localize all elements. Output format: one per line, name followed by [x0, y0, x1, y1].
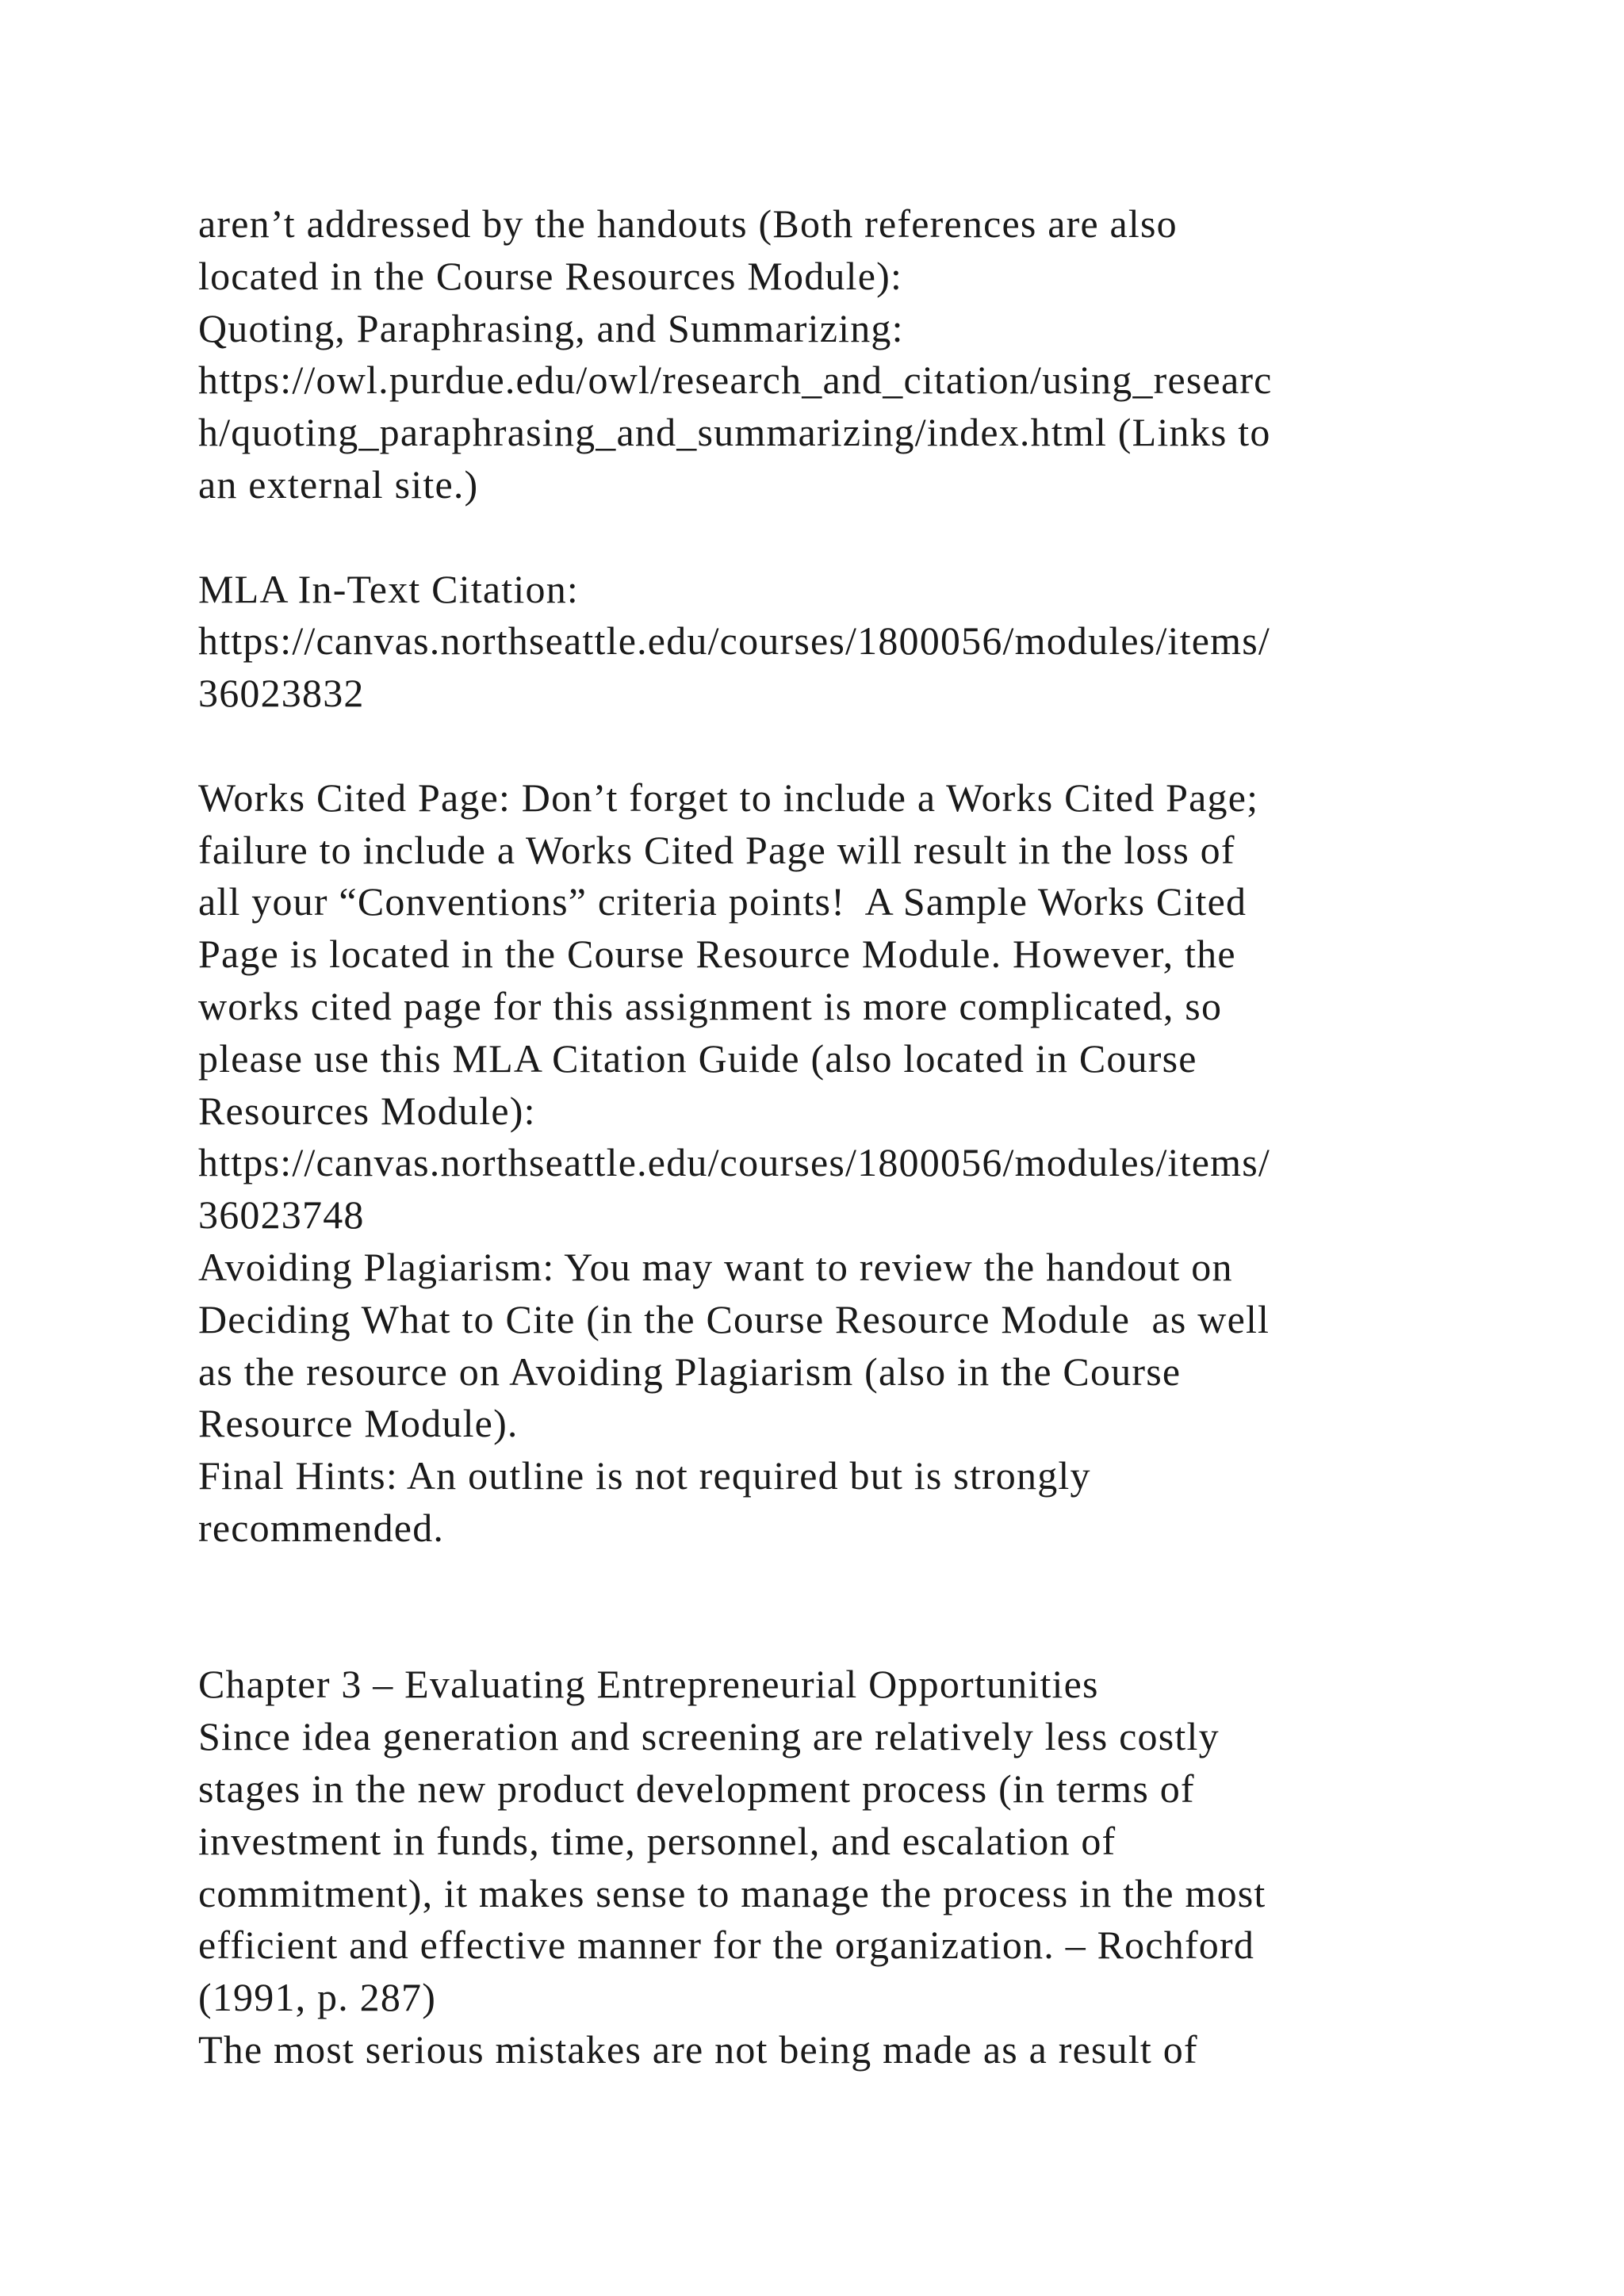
url-line: 36023832 [198, 671, 365, 716]
text-line: Works Cited Page: Don’t forget to include a Works Cited Page; [198, 775, 1259, 820]
chapter-heading: Chapter 3 – Evaluating Entrepreneurial Opportunities [198, 1662, 1099, 1707]
text-line: (1991, p. 287) [198, 1975, 437, 2020]
text-line: Quoting, Paraphrasing, and Summarizing: [198, 305, 904, 350]
text-line: located in the Course Resources Module): [198, 253, 903, 298]
text-line: Resource Module). [198, 1401, 519, 1446]
text-line: stages in the new product development process (in terms of [198, 1766, 1195, 1811]
text-line: aren’t addressed by the handouts (Both references are also [198, 201, 1178, 246]
text-line: Final Hints: An outline is not required but is strongly [198, 1453, 1091, 1498]
text-line: recommended. [198, 1505, 445, 1550]
text-line: The most serious mistakes are not being made as a result of [198, 2026, 1198, 2072]
text-line: an external site.) [198, 461, 479, 507]
url-line: 36023748 [198, 1192, 365, 1238]
document-text [198, 198, 1499, 2076]
text-line: commitment), it makes sense to manage the process in the most [198, 1870, 1266, 1915]
text-line: all your “Conventions” criteria points! A Sample Works Cited [198, 879, 1247, 924]
text-line: works cited page for this assignment is more complicated, so [198, 983, 1223, 1028]
blank-line [198, 720, 1499, 772]
text-line: Avoiding Plagiarism: You may want to review the handout on [198, 1244, 1233, 1289]
text-line: please use this MLA Citation Guide (also located in Course [198, 1035, 1197, 1081]
text-line: as the resource on Avoiding Plagiarism (also in the Course [198, 1349, 1182, 1394]
text-line: failure to include a Works Cited Page will result in the loss of [198, 827, 1235, 872]
text-line: efficient and effective manner for the organization. – Rochford [198, 1923, 1255, 1968]
section-heading: MLA In-Text Citation: [198, 566, 579, 611]
url-line: h/quoting_paraphrasing_and_summarizing/index.html (Links to [198, 410, 1271, 455]
text-line: Resources Module): [198, 1088, 536, 1133]
url-line: https://canvas.northseattle.edu/courses/1800056/modules/items/ [198, 618, 1270, 664]
url-line: https://canvas.northseattle.edu/courses/1800056/modules/items/ [198, 1140, 1270, 1185]
text-line: investment in funds, time, personnel, and escalation of [198, 1818, 1116, 1863]
blank-line [198, 1607, 1499, 1659]
text-line: Since idea generation and screening are relatively less costly [198, 1714, 1220, 1759]
text-line: Page is located in the Course Resource Module. However, the [198, 932, 1236, 977]
text-line: Deciding What to Cite (in the Course Resource Module as well [198, 1296, 1270, 1341]
blank-line [198, 1555, 1499, 1607]
url-line: https://owl.purdue.edu/owl/research_and_citation/using_researc [198, 358, 1273, 403]
blank-line [198, 511, 1499, 564]
